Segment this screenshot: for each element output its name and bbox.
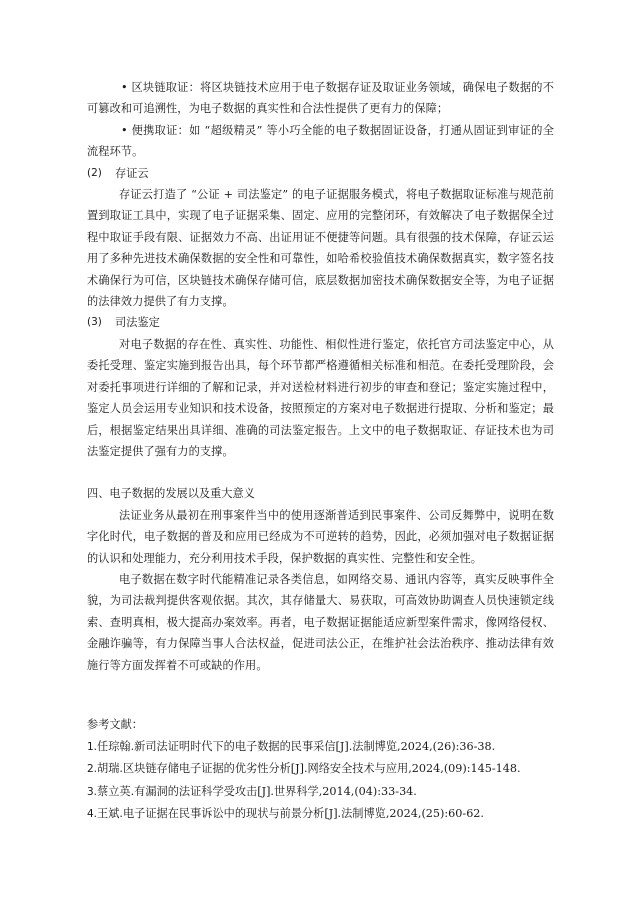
reference-number: 3.: [87, 785, 98, 798]
subsection-number: (2): [87, 166, 102, 179]
reference-text: 任琮翰.新司法证明时代下的电子数据的民事采信[J].法制博览,2024,(26):36-38.: [97, 739, 496, 753]
reference-number: 4.: [87, 808, 98, 821]
section-title: 四、电子数据的发展以及重大意义: [87, 487, 255, 501]
reference-text: 蔡立英.有漏洞的法证科学受攻击[J].世界科学,2014,(04):33-34.: [97, 784, 417, 798]
reference-item: [87, 758, 554, 781]
reference-item: [87, 736, 554, 759]
bullet-portable-forensics: • 便携取证：如 “超级精灵” 等小巧全能的电子数据固证设备，打通从固证到审证的全流程环节。: [87, 123, 554, 159]
subsection-heading-judicial: [87, 312, 554, 333]
subsection-heading-cloud: [87, 163, 554, 184]
reference-text: 胡瑞.区块链存储电子证据的优劣性分析[J].网络安全技术与应用,2024,(09):145-148.: [97, 762, 521, 776]
references: [87, 714, 554, 826]
reference-number: 1.: [87, 740, 98, 753]
subsection-body-judicial: 对电子数据的存在性、真实性、功能性、相似性进行鉴定，依托官方司法鉴定中心，从委托受理、鉴定实施到报告出具，每个环节都严格遵循相关标准和相范。在委托受理阶段，会对委托事项进行详细的了解和记录，并对送检材料进行初步的审查和登记；鉴定实施过程中，鉴定人员会运用专业知识和技术设备，按照预定的方案对电子数据进行提取、分析和鉴定；最后，根据鉴定结果出具详细、准确的司法鉴定报告。上文中的电子数据取证、存证技术也为司法鉴定提供了强有力的支撑。: [87, 337, 554, 458]
bullet-blockchain-forensics: • 区块链取证：将区块链技术应用于电子数据存证及取证业务领域，确保电子数据的不可篡改和可追溯性，为电子数据的真实性和合法性提供了更有力的保障；: [87, 81, 554, 116]
section-paragraph: 法证业务从最初在刑事案件当中的使用逐渐普适到民事案件、公司反舞弊中，说明在数字化时代，电子数据的普及和应用已经成为不可逆转的趋势，因此，必须加强对电子数据证据的认识和处理能力，充分利用技术手段，保护数据的真实性、完整性和安全性。: [87, 508, 554, 565]
subsection-title: 司法鉴定: [115, 316, 160, 330]
references-title: 参考文献：: [87, 717, 143, 731]
reference-item: [87, 803, 554, 826]
reference-item: [87, 781, 554, 804]
subsection-number: (3): [87, 316, 102, 329]
subsection-title: 存证云: [115, 166, 149, 180]
subsection-body-cloud: 存证云打造了 “公证 + 司法鉴定” 的电子证据服务模式，将电子数据取证标准与规范前置到取证工具中，实现了电子证据采集、固定、应用的完整闭环，有效解决了电子数据保全过程中取证手段有限、证据效力不高、出证用证不便捷等问题。具有很强的技术保障，存证云运用了多种先进技术确保数据的安全性和可靠性，如哈希校验值技术确保数据真实，数字签名技术确保行为可信，区块链技术确保存储可信，底层数据加密技术确保数据安全等，为电子证据的法律效力提供了有力支撑。: [87, 188, 554, 309]
section-paragraph: 电子数据在数字时代能精准记录各类信息，如网络交易、通讯内容等，真实反映事件全貌，为司法裁判提供客观依据。其次，其存储量大、易获取，可高效协助调查人员快速锁定线索、查明真相，极大提高办案效率。再者，电子数据证据能适应新型案件需求，像网络侵权、金融诈骗等，有力保障当事人合法权益，促进司法公正，在维护社会法治秩序、推动法律有效施行等方面发挥着不可或缺的作用。: [87, 572, 554, 672]
reference-text: 王斌.电子证据在民事诉讼中的现状与前景分析[J].法制博览,2024,(25):60-62.: [97, 807, 484, 821]
reference-number: 2.: [87, 763, 98, 776]
